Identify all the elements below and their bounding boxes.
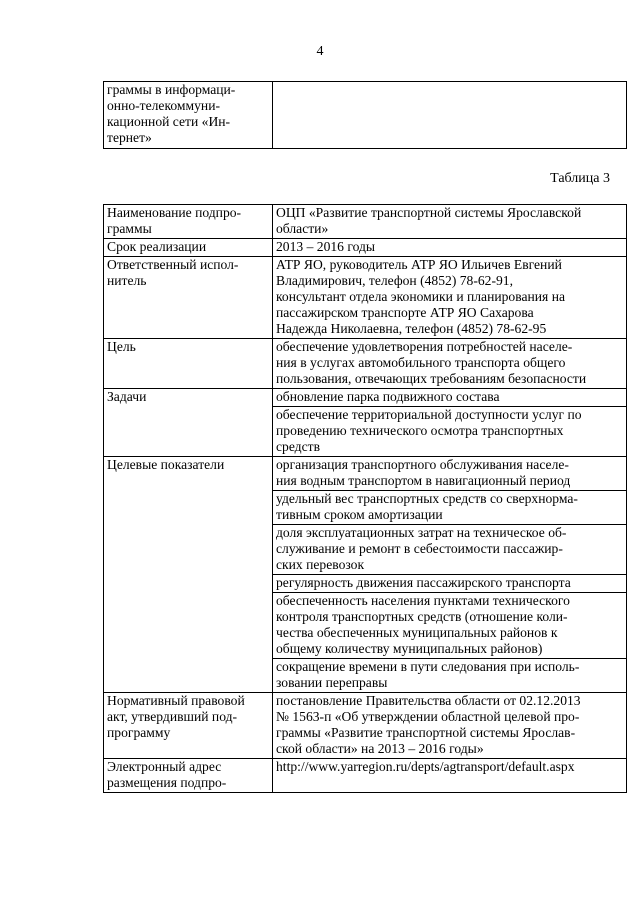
value-cell <box>273 525 627 575</box>
label-cell: Задачи <box>104 389 273 457</box>
cell-line: нитель <box>107 273 147 288</box>
table-row <box>104 693 627 759</box>
cell-line: Владимирович, телефон (4852) 78-62-91, <box>276 273 513 288</box>
value-cell <box>273 593 627 659</box>
table-row <box>104 239 627 257</box>
cell-line: регулярность движения пассажирского транспорта <box>276 575 571 590</box>
page-number: 4 <box>316 44 324 59</box>
cell-line: консультант отдела экономики и планирования на <box>276 289 566 304</box>
cell-line: сокращение времени в пути следования при исполь- <box>276 659 580 674</box>
value-cell <box>273 659 627 693</box>
cell-line: чества обеспеченных муниципальных районов к <box>276 625 558 640</box>
cell-line: обеспеченность населения пунктами технического <box>276 593 570 608</box>
cell-line: доля эксплуатационных затрат на техническое об- <box>276 525 567 540</box>
cell-line: кационной сети «Ин- <box>107 114 231 129</box>
cell-line: контроля транспортных средств (отношение коли- <box>276 609 568 624</box>
label-cell <box>104 205 273 239</box>
cell-line: постановление Правительства области от 02.12.2013 <box>276 693 581 708</box>
cell-line: акт, утвердивший под- <box>107 709 238 724</box>
cell-line: общему количеству муниципальных районов) <box>276 641 543 656</box>
cell-line: АТР ЯО, руководитель АТР ЯО Ильичев Евгений <box>276 257 562 272</box>
cell-line: размещения подпро- <box>107 775 227 790</box>
cell-line: обеспечение территориальной доступности услуг по <box>276 407 582 422</box>
label-cell: Целевые показатели <box>104 457 273 693</box>
cell-line: области» <box>276 221 329 236</box>
cell-line: служивание и ремонт в себестоимости пассажир- <box>276 541 563 556</box>
value-cell <box>273 407 627 457</box>
cell-line: Надежда Николаевна, телефон (4852) 78-62-95 <box>276 321 547 336</box>
cell-line: граммы «Развитие транспортной системы Ярослав- <box>276 725 576 740</box>
table-row <box>104 205 627 239</box>
cell-line: тернет» <box>107 130 152 145</box>
cell-line: Электронный адрес <box>107 759 222 774</box>
value-cell <box>273 491 627 525</box>
cell-line: обновление парка подвижного состава <box>276 389 500 404</box>
cell-line: обеспечение удовлетворения потребностей населе- <box>276 339 573 354</box>
table-row <box>104 257 627 339</box>
subprogram-passport-table <box>103 204 627 793</box>
cell-line: Нормативный правовой <box>107 693 245 708</box>
value-cell <box>273 205 627 239</box>
top-table-fragment <box>103 81 627 149</box>
cell-line: ОЦП «Развитие транспортной системы Ярославской <box>276 205 582 220</box>
table-row <box>104 82 627 149</box>
table-row <box>104 339 627 389</box>
value-cell: 2013 – 2016 годы <box>273 239 627 257</box>
cell-line: граммы <box>107 221 152 236</box>
cell-line: ских перевозок <box>276 557 365 572</box>
cell-line: удельный вес транспортных средств со сверхнорма- <box>276 491 578 506</box>
value-cell <box>273 457 627 491</box>
cell-line: средств <box>276 439 320 454</box>
label-cell: Срок реализации <box>104 239 273 257</box>
cell-line: программу <box>107 725 171 740</box>
value-cell <box>273 693 627 759</box>
label-cell <box>104 759 273 793</box>
value-cell <box>273 339 627 389</box>
cell-line: ской области» на 2013 – 2016 годы» <box>276 741 484 756</box>
web-address-link[interactable]: http://www.yarregion.ru/depts/agtransport/default.aspx <box>273 759 627 793</box>
cell-line: граммы в информаци- <box>107 82 236 97</box>
value-cell <box>273 575 627 593</box>
cell-line: тивным сроком амортизации <box>276 507 443 522</box>
value-cell <box>273 389 627 407</box>
cell-line: Ответственный испол- <box>107 257 239 272</box>
cell-line: онно-телекоммуни- <box>107 98 220 113</box>
table-row <box>104 389 627 407</box>
cell-line: пользования, отвечающих требованиям безопасности <box>276 371 587 386</box>
label-cell <box>104 257 273 339</box>
value-cell <box>273 257 627 339</box>
table-caption: Таблица 3 <box>550 171 610 186</box>
cell-line: зовании переправы <box>276 675 388 690</box>
cell-line: организация транспортного обслуживания населе- <box>276 457 569 472</box>
cell-line: ния водным транспортом в навигационный период <box>276 473 571 488</box>
cell-line: проведению технического осмотра транспортных <box>276 423 564 438</box>
top-table-left-cell <box>104 82 273 149</box>
table-row <box>104 457 627 491</box>
table-row <box>104 759 627 793</box>
label-cell: Цель <box>104 339 273 389</box>
cell-line: Наименование подпро- <box>107 205 242 220</box>
label-cell <box>104 693 273 759</box>
cell-line: № 1563-п «Об утверждении областной целевой про- <box>276 709 580 724</box>
cell-line: ния в услугах автомобильного транспорта общего <box>276 355 566 370</box>
cell-line: пассажирском транспорте АТР ЯО Сахарова <box>276 305 534 320</box>
top-table-right-cell <box>273 82 627 149</box>
